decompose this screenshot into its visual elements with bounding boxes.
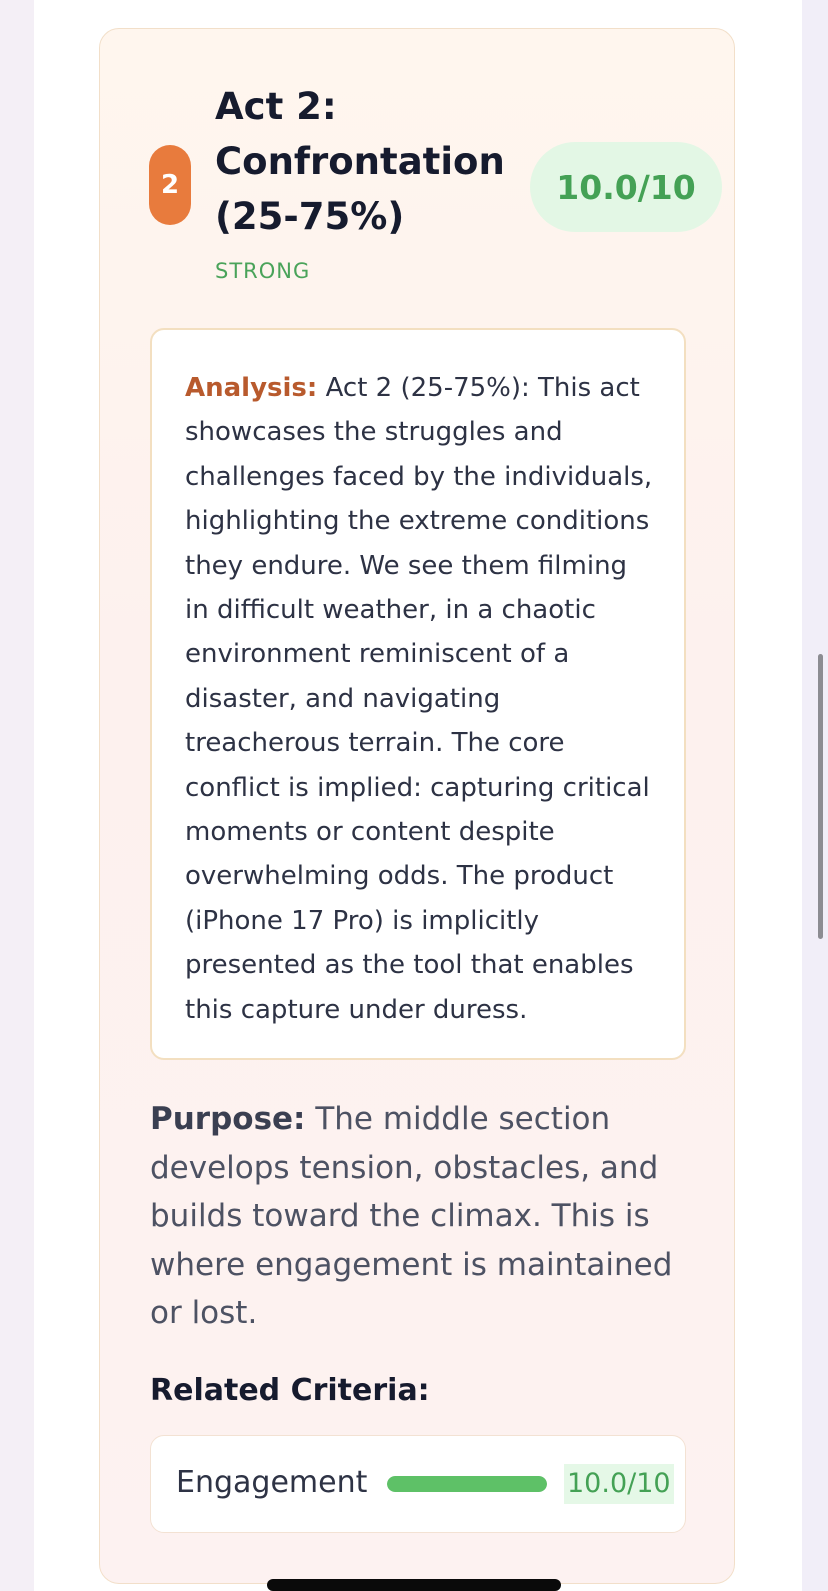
criteria-score: 10.0/10	[564, 1464, 674, 1504]
purpose-text: The middle section develops tension, obstacles, and builds toward the climax. This is where engagement is maintained or lost.	[150, 1101, 673, 1331]
criteria-row	[150, 1435, 686, 1533]
home-indicator[interactable]	[267, 1579, 561, 1591]
purpose-paragraph	[150, 1095, 690, 1338]
act-number-badge: 2	[149, 145, 191, 225]
act-score-pill: 10.0/10	[530, 142, 722, 232]
criteria-name: Engagement	[176, 1465, 368, 1500]
criteria-progress-fill	[387, 1476, 547, 1492]
analysis-box	[150, 328, 686, 1060]
criteria-progress-bar	[387, 1476, 547, 1492]
purpose-label: Purpose:	[150, 1101, 306, 1137]
analysis-text: Act 2 (25-75%): This act showcases the struggles and challenges faced by the individuals, highlighting the extreme conditions they endure. We see them filming in difficult weather, in a chaotic environment reminiscent of a disaster, and navigating treacherous terrain. The core conflict is implied: capturing critical moments or content despite overwhelming odds. The product (iPhone 17 Pro) is implicitly presented as the tool that enables this capture under duress.	[185, 373, 653, 1025]
scrollbar-thumb[interactable]	[818, 654, 823, 939]
related-criteria-heading: Related Criteria:	[150, 1373, 430, 1408]
act-rating-label: STRONG	[215, 259, 311, 283]
act-title: Act 2: Confrontation (25-75%)	[215, 85, 505, 238]
analysis-label: Analysis:	[185, 373, 318, 403]
